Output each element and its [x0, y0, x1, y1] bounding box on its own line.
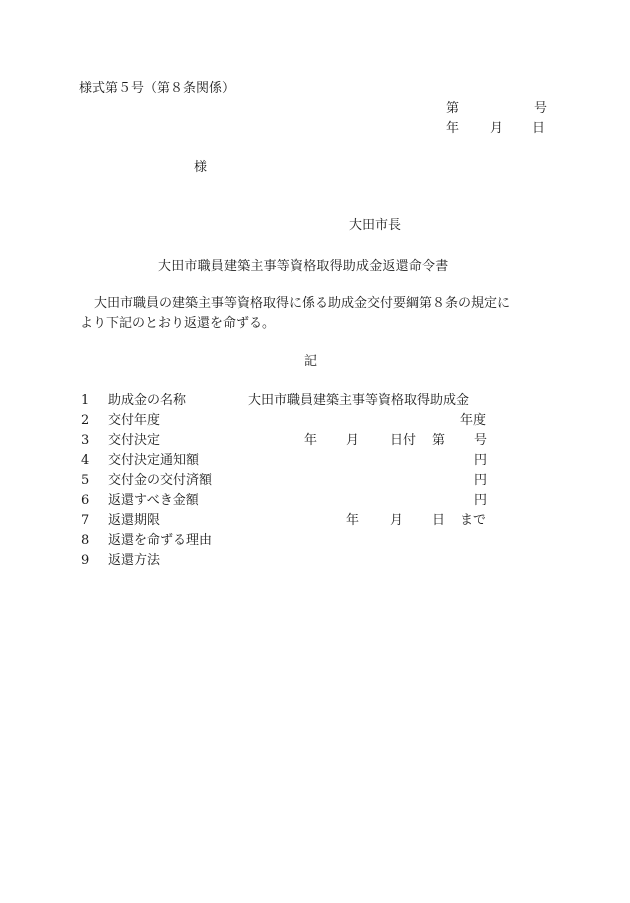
item-number: 8	[81, 533, 90, 548]
item-value-day: 日	[432, 513, 446, 528]
item-label: 交付金の交付済額	[108, 473, 213, 488]
item-value-year: 年	[346, 513, 360, 528]
item-value-made: まで	[460, 513, 487, 528]
item-label: 助成金の名称	[108, 393, 187, 408]
item-number: 4	[81, 453, 90, 468]
date-year: 年	[446, 121, 460, 136]
item-value: 大田市職員建築主事等資格取得助成金	[248, 393, 470, 408]
list-item	[0, 413, 630, 433]
item-number: 7	[81, 513, 90, 528]
list-item	[0, 513, 630, 533]
list-item	[0, 433, 630, 453]
date-day: 日	[532, 121, 546, 136]
list-item	[0, 453, 630, 473]
addressee: 様	[194, 160, 208, 175]
item-value-day: 日付	[390, 433, 417, 448]
body-text-line1: 大田市職員の建築主事等資格取得に係る助成金交付要綱第８条の規定に	[94, 296, 511, 311]
document-number-dai: 第	[446, 101, 460, 116]
document-title: 大田市職員建築主事等資格取得助成金返還命令書	[158, 259, 449, 274]
item-value: 円	[474, 493, 488, 508]
item-label: 返還期限	[108, 513, 161, 528]
item-label: 返還方法	[108, 553, 161, 568]
list-item	[0, 393, 630, 413]
form-number: 様式第５号（第８条関係）	[79, 81, 236, 96]
item-label: 交付決定通知額	[108, 453, 200, 468]
item-number: 1	[81, 393, 90, 408]
item-value-month: 月	[346, 433, 360, 448]
item-value: 円	[474, 473, 488, 488]
date-month: 月	[490, 121, 504, 136]
list-item	[0, 473, 630, 493]
item-value: 年度	[460, 413, 487, 428]
body-text-line2: より下記のとおり返還を命ずる。	[80, 316, 276, 331]
document-number-go: 号	[534, 101, 548, 116]
item-number: 9	[81, 553, 90, 568]
ki-heading: 記	[304, 354, 318, 369]
item-value-dai: 第	[432, 433, 446, 448]
list-item	[0, 533, 630, 553]
item-number: 5	[81, 473, 90, 488]
document-number	[446, 101, 548, 117]
item-value-month: 月	[390, 513, 404, 528]
item-label: 返還すべき金額	[108, 493, 199, 508]
item-label: 返還を命ずる理由	[108, 533, 213, 548]
issuer: 大田市長	[349, 218, 402, 233]
list-item	[0, 553, 630, 573]
item-value: 円	[474, 453, 488, 468]
item-label: 交付決定	[108, 433, 161, 448]
item-value-go: 号	[474, 433, 488, 448]
item-number: 2	[81, 413, 90, 428]
list-item	[0, 493, 630, 513]
item-number: 6	[81, 493, 90, 508]
item-number: 3	[81, 433, 90, 448]
item-value-year: 年	[304, 433, 318, 448]
item-label: 交付年度	[108, 413, 161, 428]
